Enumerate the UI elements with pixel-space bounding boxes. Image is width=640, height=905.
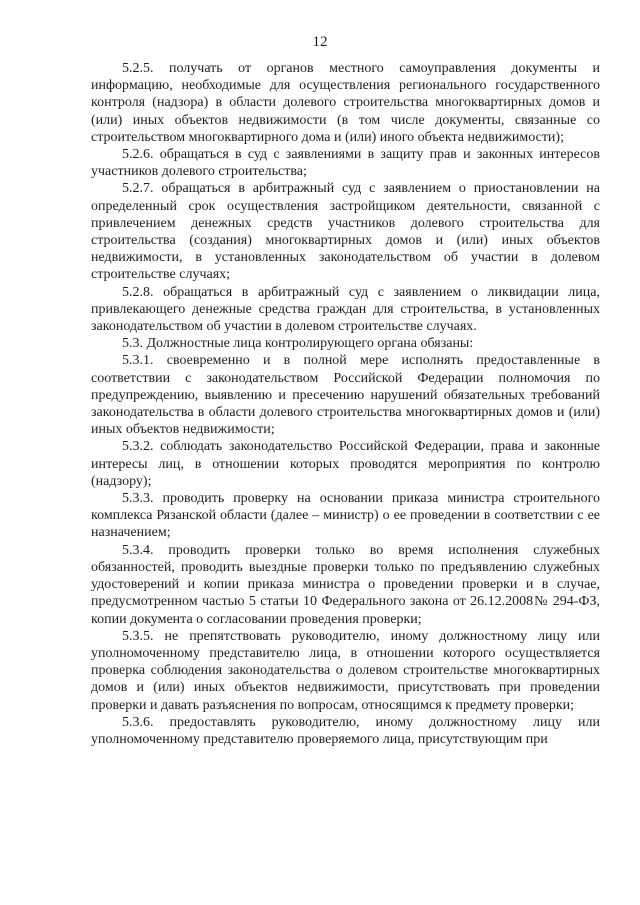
paragraph-5-3: 5.3. Должностные лица контролирующего органа обязаны: xyxy=(122,336,474,352)
paragraph-5-3-6: 5.3.6. предоставлять руководителю, иному должностному лицу или уполномоченному представителю проверяемого лица, присутствующим при xyxy=(91,714,600,747)
paragraph-5-2-5: 5.2.5. получать от органов местного самоуправления документы и информацию, необходимые для осуществления регионального государственного контроля (надзора) в области долевого строительства многоквартирных домов и (или) иных объектов недвижимости (в том числе документы, связанные со строительством многоквартирного дома и (или) иного объекта недвижимости); xyxy=(91,61,600,145)
paragraph-5-2-6: 5.2.6. обращаться в суд с заявлениями в защиту прав и законных интересов участников долевого строительства; xyxy=(91,147,600,180)
paragraph-5-3-5: 5.3.5. не препятствовать руководителю, иному должностному лицу или уполномоченному представителю лица, в отношении которого осуществляется проверка соблюдения законодательства о долевом строительстве многоквартирных домов и (или) иных объектов недвижимости, присутствовать при проведении проверки и давать разъяснения по вопросам, относящимся к предмету проверки; xyxy=(91,628,600,713)
paragraph-5-3-1: 5.3.1. своевременно и в полной мере исполнять предоставленные в соответствии с законодательством Российской Федерации полномочия по предупреждению, выявлению и пресечению нарушений обязательных требований законодательства в области долевого строительства многоквартирных домов и (или) иных объектов недвижимости; xyxy=(91,353,600,438)
paragraph-5-3-3: 5.3.3. проводить проверку на основании приказа министра строительного комплекса Рязанской области (далее – министр) о ее проведении в соответствии с ее назначением; xyxy=(91,491,600,541)
page-number: 12 xyxy=(312,34,328,50)
paragraph-5-2-7: 5.2.7. обращаться в арбитражный суд с заявлением о приостановлении на определенный срок осуществления застройщиком деятельности, связанной с привлечением денежных средств участников долевого строительства для строительства (создания) многоквартирных домов и (или) иных объектов недвижимости, в установленных законодательством об участии в долевом строительстве случаях; xyxy=(91,181,600,283)
paragraph-5-2-8: 5.2.8. обращаться в арбитражный суд с заявлением о ликвидации лица, привлекающего денежные средства граждан для строительства, в установленных законодательством об участии в долевом строительстве случаях. xyxy=(91,284,600,335)
document-body xyxy=(91,60,600,748)
paragraph-5-3-4: 5.3.4. проводить проверки только во время исполнения служебных обязанностей, проводить выездные проверки только по предъявлению служебных удостоверений и копии приказа министра о проведении проверки и в случае, предусмотренном частью 5 статьи 10 Федерального закона от 26.12.2008№ 294-ФЗ, копии документа о согласовании проведения проверки; xyxy=(91,542,600,627)
paragraph-5-3-2: 5.3.2. соблюдать законодательство Российской Федерации, права и законные интересы лиц, в отношении которых проводятся мероприятия по контролю (надзору); xyxy=(91,439,600,489)
